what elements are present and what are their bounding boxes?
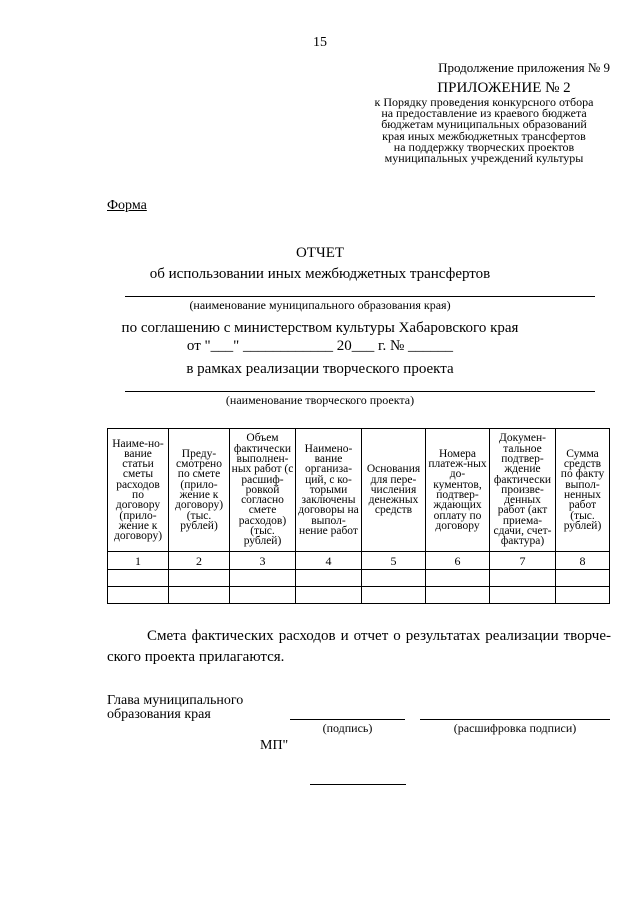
table-cell [108,587,169,604]
column-number: 5 [362,552,426,570]
continuation-note: Продолжение приложения № 9 [438,60,610,75]
appendix-title: ПРИЛОЖЕНИЕ № 2 [437,80,571,96]
signatory-title-line: Глава муниципального [107,693,244,708]
column-number: 3 [230,552,296,570]
report-table [107,428,610,604]
project-fill-line [125,391,595,392]
closing-line [310,784,406,785]
table-row [108,570,610,587]
signatory-title [107,694,243,722]
column-header: Докумен-тальное подтвер-ждение фактически произве-денных работ (акт приема-сдачи, счет-фактура) [490,429,556,552]
page-number: 15 [313,35,327,50]
report-subtitle: об использовании иных межбюджетных трансфертов [149,266,491,282]
appendix-subtitle-line: к Порядку проведения конкурсного отбора [374,95,594,109]
appendix-subtitle-line: муниципальных учреждений культуры [384,151,584,166]
seal-mark: МП" [260,738,289,753]
table-cell [169,587,230,604]
table-cell [362,587,426,604]
table-cell [362,570,426,587]
column-header: Наиме-но-вание статьи сметы расходов по договору (прило-жение к договору) [108,429,169,552]
table-cell [556,570,610,587]
appendix-subtitle-line: края иных межбюджетных трансфертов [382,128,586,143]
form-label: Форма [107,198,147,213]
signatory-title-line: образования края [107,707,211,722]
column-header: Наимено-вание организа-ций, с ко-торыми заключены договоры на выпол-нение работ [296,429,362,552]
table-cell [556,587,610,604]
table-cell [169,570,230,587]
table-cell [490,587,556,604]
table-cell [426,587,490,604]
column-number: 7 [490,552,556,570]
column-header: Объем фактически выполнен-ных работ (с расшиф-ровкой согласно смете расходов) (тыс. рублей) [230,429,296,552]
table-row [108,587,610,604]
appendix-subtitle-line: на поддержку творческих проектов [393,139,575,154]
signature-fill-line [290,719,405,720]
appendix-subtitle [360,97,608,164]
column-number: 8 [556,552,610,570]
report-title: ОТЧЕТ [295,245,345,261]
signature-decode-caption: (расшифровка подписи) [453,721,577,735]
signature-decode-fill-line [420,719,610,720]
column-number-row [108,552,610,570]
column-number: 6 [426,552,490,570]
agreement-line: по соглашению с министерством культуры Хабаровского края [121,320,519,336]
table-cell [426,570,490,587]
table-cell [296,570,362,587]
table-header-row [108,429,610,552]
project-caption: (наименование творческого проекта) [225,393,415,407]
table-cell [490,570,556,587]
column-header: Номера платеж-ных до-кументов, подтвер-ждающих оплату по договору [426,429,490,552]
column-header: Преду-смотрено по смете (прило-жение к договору) (тыс. рублей) [169,429,230,552]
column-number: 1 [108,552,169,570]
table-cell [296,587,362,604]
column-header: Сумма средств по факту выпол-ненных работ (тыс. рублей) [556,429,610,552]
project-line: в рамках реализации творческого проекта [186,361,454,377]
signature-caption: (подпись) [322,721,373,735]
column-header: Основания для пере-числения денежных средств [362,429,426,552]
appendix-subtitle-line: на предоставление из краевого бюджета [381,106,587,121]
column-number: 4 [296,552,362,570]
date-line: от "___" ____________ 20___ г. № ______ [186,338,454,354]
appendix-subtitle-line: бюджетам муниципальных образований [381,117,587,132]
attachment-note: Смета фактических расходов и отчет о результатах реализации творче-ского проекта прилагаются. [107,628,611,665]
municipality-fill-line [125,296,595,297]
table-cell [230,570,296,587]
column-number: 2 [169,552,230,570]
municipality-caption: (наименование муниципального образования края) [189,298,451,312]
table-cell [230,587,296,604]
table-cell [108,570,169,587]
